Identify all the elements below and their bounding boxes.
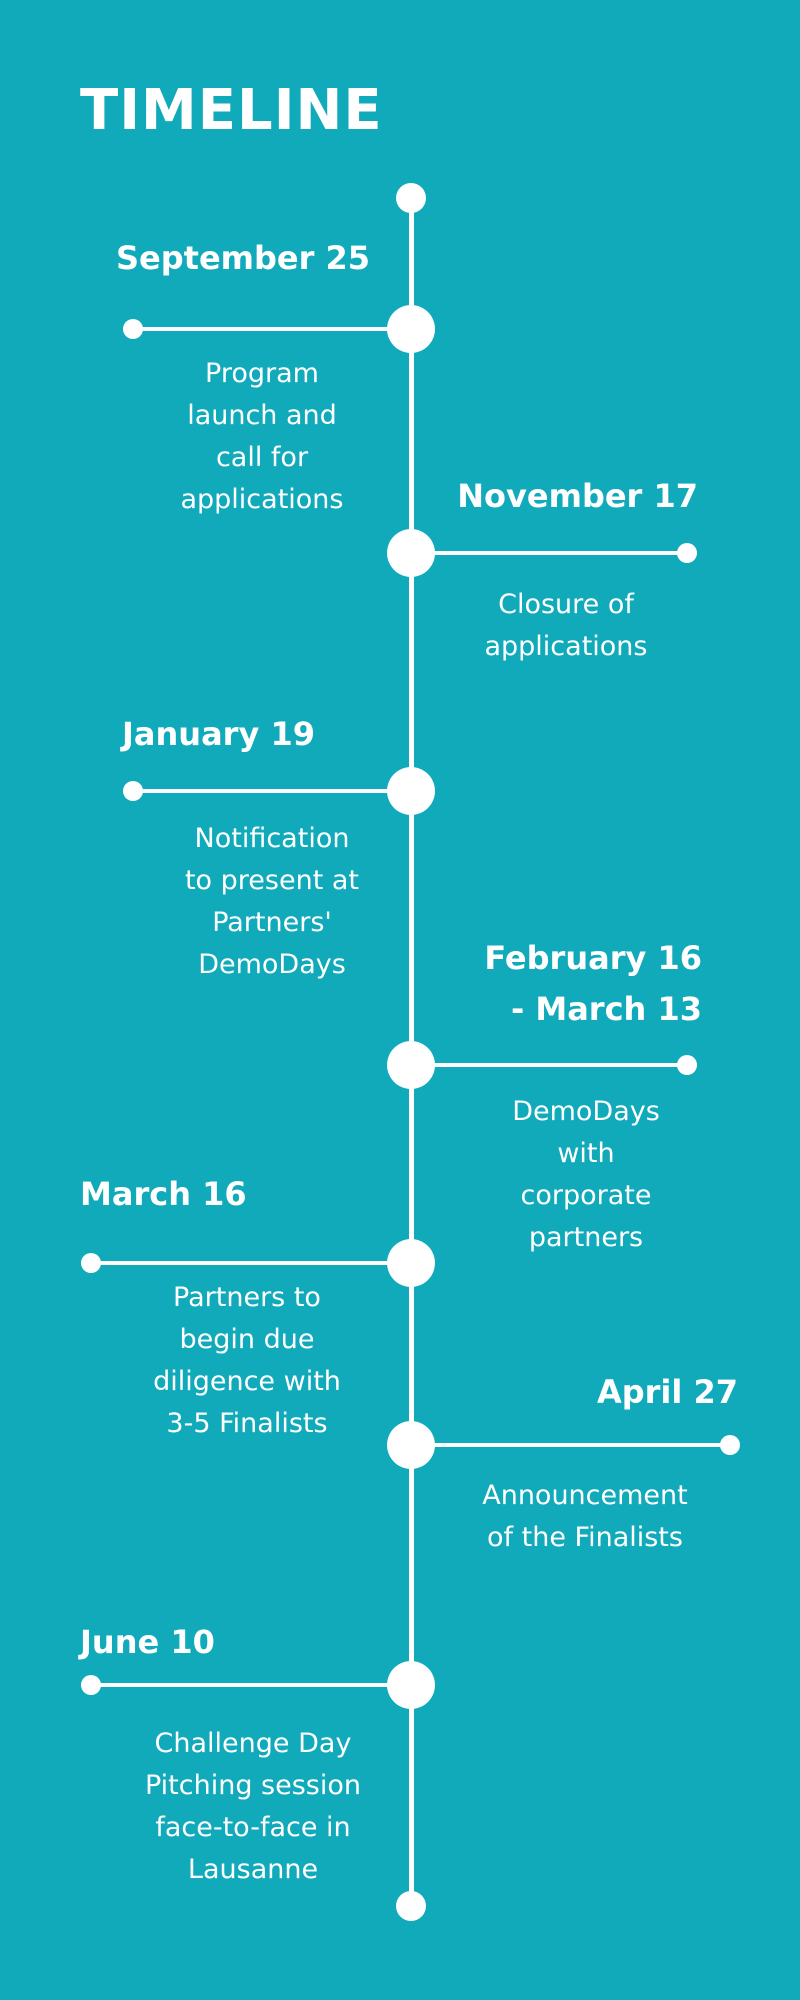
event-date: November 17 — [457, 477, 698, 515]
timeline-connector — [424, 1443, 730, 1447]
timeline-start-cap — [396, 183, 426, 213]
event-date: January 19 — [122, 715, 315, 753]
event-date: September 25 — [116, 239, 371, 277]
event-date: June 10 — [80, 1623, 215, 1661]
event-description: Partners to begin due diligence with 3-5 Finalists — [153, 1282, 341, 1439]
timeline-connector — [424, 1063, 686, 1067]
event-date: March 16 — [80, 1175, 247, 1213]
page-title: TIMELINE — [80, 78, 383, 143]
timeline-connector-tip — [123, 781, 143, 801]
event-description: DemoDays with corporate partners — [512, 1096, 660, 1253]
timeline-connector-tip — [677, 1055, 697, 1075]
timeline-connector — [133, 327, 399, 331]
event-date: February 16 - March 13 — [484, 939, 702, 1028]
timeline-connector-tip — [81, 1675, 101, 1695]
timeline-connector — [92, 1683, 399, 1687]
event-description: Notification to present at Partners' DemoDays — [184, 823, 360, 980]
event-description: Closure of applications — [484, 589, 648, 662]
timeline-connector-tip — [123, 319, 143, 339]
timeline-connector-tip — [81, 1253, 101, 1273]
timeline-connector — [424, 551, 686, 555]
event-description: Program launch and call for applications — [180, 358, 344, 515]
event-date: April 27 — [596, 1373, 738, 1411]
timeline-connector-tip — [720, 1435, 740, 1455]
event-description: Challenge Day Pitching session face-to-face in Lausanne — [144, 1728, 361, 1885]
event-description: Announcement of the Finalists — [482, 1480, 688, 1553]
timeline-connector — [92, 1261, 399, 1265]
timeline-connector — [133, 789, 399, 793]
timeline-end-cap — [396, 1891, 426, 1921]
timeline-connector-tip — [677, 543, 697, 563]
